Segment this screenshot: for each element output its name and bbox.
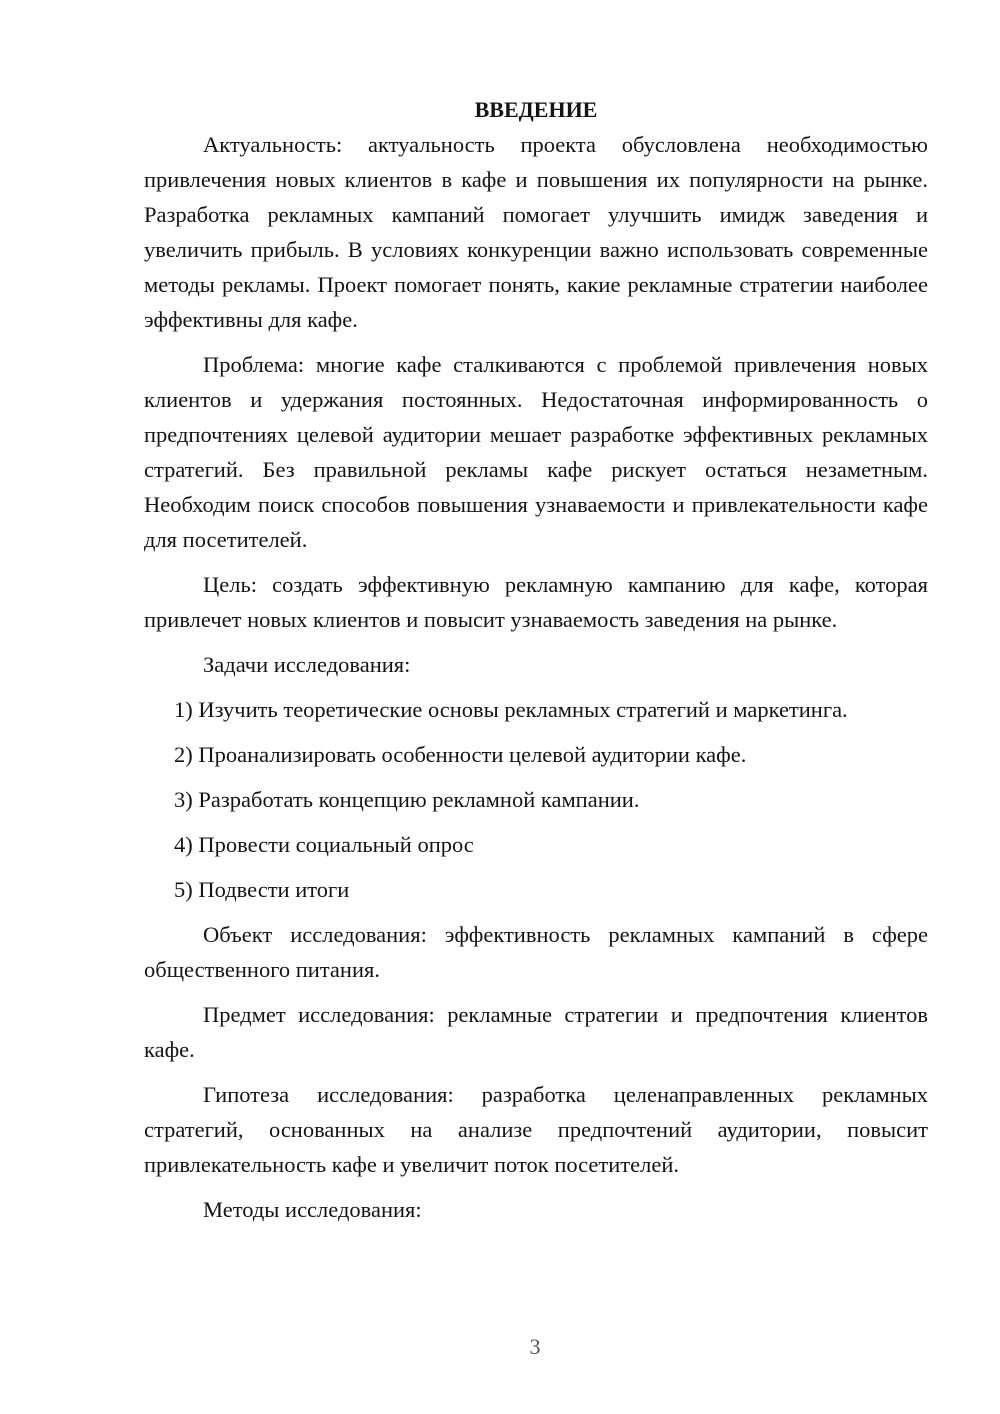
object-paragraph: Объект исследования: эффективность рекламных кампаний в сфере общественного питания. bbox=[144, 922, 928, 982]
tasks-heading: Задачи исследования: bbox=[203, 652, 411, 677]
list-item: 3) Разработать концепцию рекламной кампании. bbox=[174, 787, 640, 812]
tasks-list bbox=[144, 692, 928, 907]
page-number: 3 bbox=[529, 1334, 541, 1359]
methods-heading: Методы исследования: bbox=[203, 1197, 422, 1222]
document-page bbox=[144, 92, 928, 1237]
problem-paragraph: Проблема: многие кафе сталкиваются с проблемой привлечения новых клиентов и удержания постоянных. Недостаточная информированность о предпочтениях целевой аудитории мешает разработке эффективных рекламных стратегий. Без правильной рекламы кафе рискует остаться незаметным. Необходим поиск способов повышения узнаваемости и привлекательности кафе для посетителей. bbox=[144, 352, 928, 552]
list-item: 1) Изучить теоретические основы рекламных стратегий и маркетинга. bbox=[174, 697, 848, 722]
relevance-paragraph: Актуальность: актуальность проекта обусловлена необходимостью привлечения новых клиентов в кафе и повышения их популярности на рынке. Разработка рекламных кампаний помогает улучшить имидж заведения и увеличить прибыль. В условиях конкуренции важно использовать современные методы рекламы. Проект помогает понять, какие рекламные стратегии наиболее эффективны для кафе. bbox=[144, 132, 928, 332]
list-item: 4) Провести социальный опрос bbox=[174, 832, 474, 857]
subject-paragraph: Предмет исследования: рекламные стратегии и предпочтения клиентов кафе. bbox=[144, 1002, 928, 1062]
page-title: ВВЕДЕНИЕ bbox=[474, 97, 598, 122]
goal-paragraph: Цель: создать эффективную рекламную кампанию для кафе, которая привлечет новых клиентов и повысит узнаваемость заведения на рынке. bbox=[144, 572, 928, 632]
hypothesis-paragraph: Гипотеза исследования: разработка целенаправленных рекламных стратегий, основанных на анализе предпочтений аудитории, повысит привлекательность кафе и увеличит поток посетителей. bbox=[144, 1082, 928, 1177]
list-item: 2) Проанализировать особенности целевой аудитории кафе. bbox=[174, 742, 747, 767]
list-item: 5) Подвести итоги bbox=[174, 877, 350, 902]
